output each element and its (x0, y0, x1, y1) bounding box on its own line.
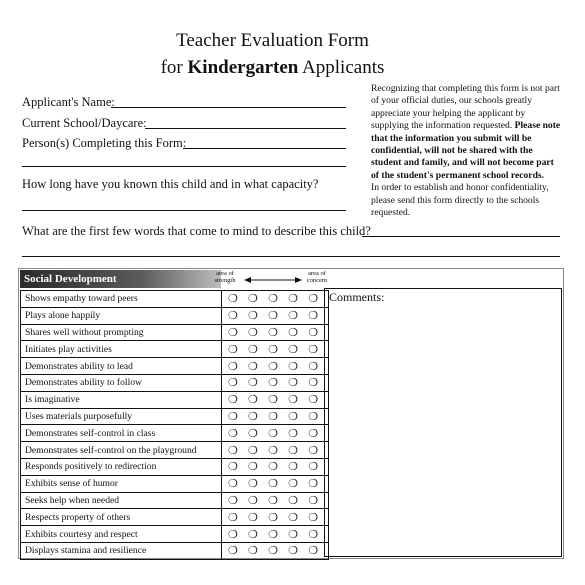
row-label: Responds positively to redirection (21, 458, 222, 475)
form-subtitle: for Kindergarten Applicants (160, 57, 385, 78)
table-row (21, 475, 329, 492)
rating-radios[interactable]: ❍❍❍❍❍ (222, 408, 329, 425)
applicant-name-label: Applicant's Name: (22, 95, 115, 109)
table-row (21, 492, 329, 509)
rating-radios[interactable]: ❍❍❍❍❍ (222, 341, 329, 358)
row-label: Demonstrates self-control on the playground (21, 442, 222, 459)
row-label: Seeks help when needed (21, 492, 222, 509)
double-arrow-icon (244, 276, 302, 284)
row-label: Shares well without prompting (21, 324, 222, 341)
table-row (21, 291, 329, 308)
comments-label: Comments: (329, 290, 385, 304)
current-school-line[interactable] (145, 128, 346, 129)
table-row (21, 358, 329, 375)
row-label: Initiates play activities (21, 341, 222, 358)
first-words-label: What are the first few words that come to mind to describe this child? (22, 224, 371, 238)
applicant-name-line[interactable] (111, 107, 346, 108)
table-row (21, 425, 329, 442)
section-header: Social Development (24, 273, 117, 285)
rating-radios[interactable]: ❍❍❍❍❍ (222, 374, 329, 391)
row-label: Exhibits courtesy and respect (21, 526, 222, 543)
row-label: Demonstrates ability to follow (21, 374, 222, 391)
row-label: Displays stamina and resilience (21, 542, 222, 559)
rating-radios[interactable]: ❍❍❍❍❍ (222, 526, 329, 543)
table-row (21, 391, 329, 408)
form-title: Teacher Evaluation Form (176, 30, 369, 51)
row-label: Demonstrates self-control in class (21, 425, 222, 442)
rating-radios[interactable]: ❍❍❍❍❍ (222, 509, 329, 526)
how-long-label: How long have you known this child and in what capacity? (22, 177, 319, 191)
table-row (21, 374, 329, 391)
table-row (21, 542, 329, 559)
table-row (21, 341, 329, 358)
strength-label: area of strength (214, 270, 236, 284)
confidentiality-notice: Recognizing that completing this form is not part of your official duties, our schools greatly appreciate your helping the applicant by supplying the information requested. Please note that the information you submit will be confidential, will not be shared with the student and family, and will not become part of the student's permanent school records. In order to establish and honor confidentiality, please send this form directly to the schools requested. (371, 83, 561, 219)
rating-radios[interactable]: ❍❍❍❍❍ (222, 475, 329, 492)
row-label: Exhibits sense of humor (21, 475, 222, 492)
row-label: Respects property of others (21, 509, 222, 526)
persons-completing-label: Person(s) Completing this Form: (22, 136, 187, 150)
rating-radios[interactable]: ❍❍❍❍❍ (222, 358, 329, 375)
row-label: Uses materials purposefully (21, 408, 222, 425)
first-words-line[interactable] (362, 236, 560, 237)
rating-radios[interactable]: ❍❍❍❍❍ (222, 442, 329, 459)
table-row (21, 408, 329, 425)
persons-completing-line[interactable] (183, 148, 346, 149)
rating-radios[interactable]: ❍❍❍❍❍ (222, 542, 329, 559)
table-row (21, 509, 329, 526)
table-row (21, 307, 329, 324)
table-row (21, 458, 329, 475)
rating-radios[interactable]: ❍❍❍❍❍ (222, 291, 329, 308)
table-row (21, 526, 329, 543)
row-label: Shows empathy toward peers (21, 291, 222, 308)
row-label: Demonstrates ability to lead (21, 358, 222, 375)
social-development-table (20, 290, 329, 560)
table-row (21, 324, 329, 341)
comments-box[interactable] (324, 288, 562, 557)
rating-radios[interactable]: ❍❍❍❍❍ (222, 492, 329, 509)
first-words-line-2[interactable] (22, 256, 560, 257)
current-school-label: Current School/Daycare: (22, 116, 147, 130)
persons-completing-line-2[interactable] (22, 166, 346, 167)
table-row (21, 442, 329, 459)
rating-radios[interactable]: ❍❍❍❍❍ (222, 425, 329, 442)
row-label: Plays alone happily (21, 307, 222, 324)
rating-radios[interactable]: ❍❍❍❍❍ (222, 324, 329, 341)
how-long-line[interactable] (22, 210, 346, 211)
rating-radios[interactable]: ❍❍❍❍❍ (222, 391, 329, 408)
row-label: Is imaginative (21, 391, 222, 408)
rating-radios[interactable]: ❍❍❍❍❍ (222, 458, 329, 475)
rating-radios[interactable]: ❍❍❍❍❍ (222, 307, 329, 324)
concern-label: area of concern (306, 270, 328, 284)
